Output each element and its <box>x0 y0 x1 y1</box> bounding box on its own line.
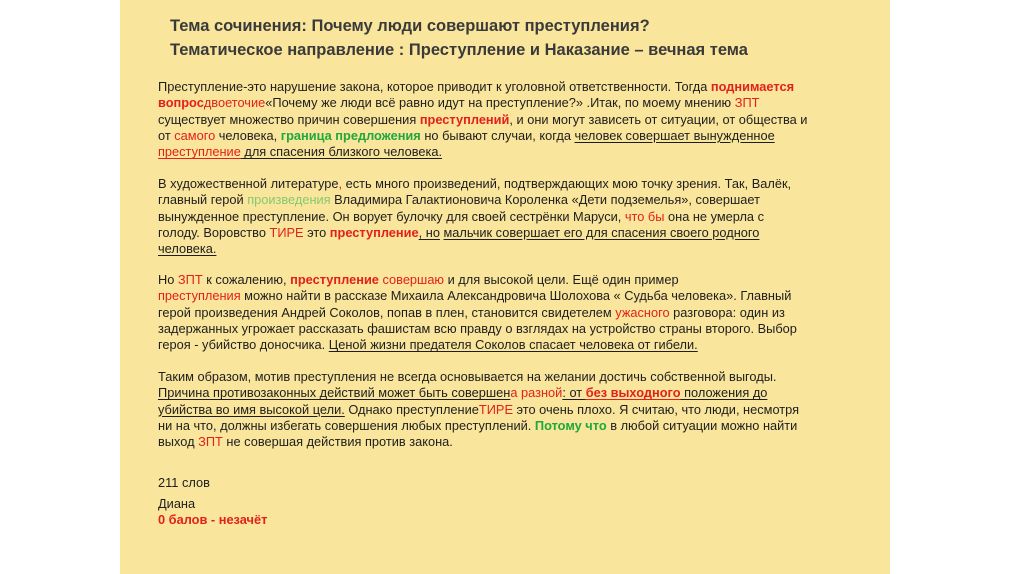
essay-topic-title: Тема сочинения: Почему люди совершают преступления? <box>170 17 650 35</box>
text-segment: человека. <box>158 241 217 257</box>
text-segment: голоду. Воровство <box>158 224 270 240</box>
text-segment: преступлений <box>419 111 510 127</box>
text-segment: ужасного <box>615 304 670 320</box>
text-line <box>158 225 878 241</box>
text-segment: выход <box>158 434 199 450</box>
author-name: Диана <box>158 496 196 511</box>
text-line <box>158 321 878 337</box>
text-line <box>158 272 878 288</box>
text-segment: вопрос <box>158 95 204 111</box>
text-segment: граница предложения <box>280 127 421 143</box>
text-segment: от <box>158 127 175 143</box>
text-line <box>158 418 878 434</box>
grade-verdict: 0 балов - незачёт <box>158 512 268 527</box>
text-segment: положения до <box>680 385 768 401</box>
text-segment: : от <box>562 385 586 401</box>
text-segment: двоеточие <box>203 95 266 111</box>
thematic-direction-title: Тематическое направление : Преступление и Наказание – вечная тема <box>170 41 748 59</box>
text-segment: вынужденное преступление. Он ворует булочку для своей сестрёнки Маруси, <box>158 208 625 224</box>
text-line <box>158 112 878 128</box>
text-line <box>158 95 878 111</box>
paragraph-argument-2 <box>158 272 878 353</box>
text-segment: Причина противозаконных действий может быть совершен <box>158 385 511 401</box>
text-segment: Потому что <box>534 417 607 433</box>
text-line <box>158 402 878 418</box>
text-segment: , но <box>418 224 440 240</box>
text-segment: Владимира Галактионовича Короленка «Дети подземелья», совершает <box>330 192 760 208</box>
text-segment: Таким образом, мотив преступления не всегда основывается на желании достичь собственной выгоды. <box>158 369 777 384</box>
text-segment: но бывают случаи, когда <box>420 127 575 143</box>
paragraph-intro <box>158 79 878 160</box>
text-segment: человека, <box>215 127 281 143</box>
text-segment: произведения <box>247 192 331 208</box>
text-segment: ТИРЕ <box>269 224 304 240</box>
text-segment: преступление <box>290 272 379 287</box>
slide <box>120 0 890 574</box>
text-segment: в любой ситуации можно найти <box>606 417 798 433</box>
text-segment: разговора: один из <box>669 304 785 320</box>
text-segment: ни на что, должны избегать совершения любых преступлений. <box>158 417 535 433</box>
text-segment: а разной <box>510 385 563 401</box>
text-segment: Однако преступление <box>344 401 479 417</box>
text-line <box>158 305 878 321</box>
text-segment: что бы <box>624 208 665 224</box>
text-line <box>158 369 878 385</box>
text-line <box>158 144 878 160</box>
text-line <box>158 241 878 257</box>
text-segment: , и они могут зависеть от ситуации, от общества и <box>509 111 808 127</box>
text-segment: Преступление-это нарушение закона, которое приводит к уголовной ответственности. Тогда <box>158 79 711 94</box>
paragraph-conclusion <box>158 369 878 450</box>
text-line <box>158 192 878 208</box>
text-segment: поднимается <box>710 79 795 94</box>
word-count: 211 слов <box>158 475 210 490</box>
text-segment: преступление <box>158 144 241 160</box>
text-segment: к сожалению, <box>202 272 291 287</box>
text-segment: «Почему же люди всё равно идут на преступление?» .Итак, по моему мнению <box>265 95 735 111</box>
text-segment: убийства во имя высокой цели. <box>158 401 345 417</box>
text-segment: совершаю <box>382 272 445 287</box>
text-segment: есть много произведений, подтверждающих мою точку зрения. Так, Валёк, <box>342 176 792 191</box>
text-segment: задержанных угрожает рассказать фашистам всю правду о взглядах на устройство страны второго. Выбор <box>158 320 797 336</box>
text-segment: это очень плохо. Я считаю, что люди, несмотря <box>512 401 800 417</box>
text-segment: мальчик совершает его для спасения своего родного <box>443 224 760 240</box>
paragraph-argument-1 <box>158 176 878 257</box>
text-line <box>158 176 878 192</box>
text-segment: преступление <box>329 224 419 240</box>
text-segment: для спасения близкого человека. <box>240 144 443 160</box>
text-segment: самого <box>174 127 216 143</box>
text-segment: герой произведения Андрей Соколов, попав в плен, становится свидетелем <box>158 304 616 320</box>
text-segment: главный герой <box>158 192 248 208</box>
text-segment: и для высокой цели. Ещё один пример <box>444 272 679 287</box>
text-line <box>158 434 878 450</box>
text-line <box>158 385 878 401</box>
text-line <box>158 288 878 304</box>
text-line <box>158 79 878 95</box>
text-segment: можно найти в рассказе Михаила Александровича Шолохова « Судьба человека». Главный <box>240 288 792 304</box>
text-segment: существует множество причин совершения <box>158 111 420 127</box>
text-segment: она не умерла с <box>664 208 764 224</box>
text-segment: Но <box>158 272 178 287</box>
text-segment: это <box>303 224 330 240</box>
text-segment: Ценой жизни предателя Соколов спасает человека от гибели. <box>328 337 698 353</box>
text-segment: ЗПТ <box>734 95 760 111</box>
text-line <box>158 337 878 353</box>
text-line <box>158 128 878 144</box>
text-line <box>158 209 878 225</box>
text-segment: не совершая действия против закона. <box>222 434 453 450</box>
text-segment: ЗПТ <box>177 272 203 287</box>
text-segment: героя - убийство доносчика. <box>158 337 329 353</box>
text-segment: В художественной литературе <box>158 176 339 191</box>
text-segment: человек совершает вынужденное <box>574 127 775 143</box>
text-segment: , <box>338 176 343 191</box>
text-segment: без выходного <box>585 385 681 401</box>
text-segment: ТИРЕ <box>478 401 513 417</box>
text-segment: преступления <box>158 288 241 304</box>
text-segment: ЗПТ <box>198 434 223 450</box>
